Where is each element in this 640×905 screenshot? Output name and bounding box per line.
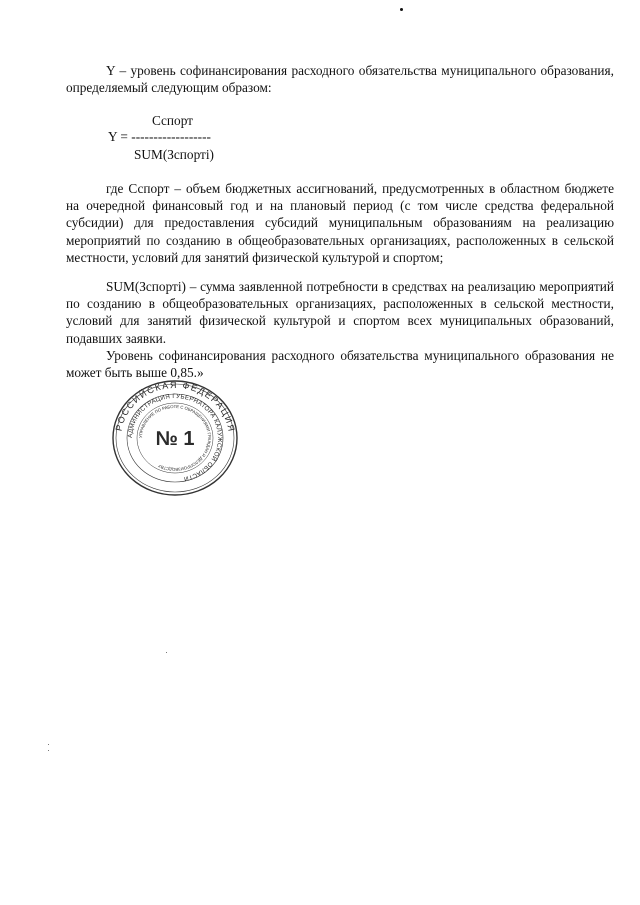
seal-middle-text: АДМИНИСТРАЦИЯ ГУБЕРНАТОРА КАЛУЖСКОЙ ОБЛАСТИ — [126, 392, 224, 483]
formula-denominator: SUM(Зспортi) — [134, 147, 214, 162]
scan-speck — [48, 744, 49, 745]
scan-speck — [48, 750, 49, 751]
top-mark — [400, 8, 403, 11]
seal-inner-text: УПРАВЛЕНИЕ ПО РАБОТЕ С ОБРАЩЕНИЯМИ ГРАЖДАН И ДЕЛОПРОИЗВОДСТВУ — [137, 403, 213, 473]
formula-numerator: Сспорт — [152, 113, 193, 128]
paragraph-csport-definition: где Сспорт – объем бюджетных ассигнований, предусмотренных в областном бюджете на очередной финансовый год и на плановый период (с том числе средства федеральной субсидии) для предоставления субсидий муниципальным образованиям на реализацию мероприятий по созданию в общеобразовательных организациях, расположенных в сельской местности, условий для занятий физической культурой и спортом; — [66, 181, 614, 265]
formula-line — [108, 128, 211, 145]
seal-graphic — [110, 378, 240, 498]
seal-outer-text: РОССИЙСКАЯ ФЕДЕРАЦИЯ — [113, 379, 237, 434]
formula-bar: ------------------ — [131, 129, 211, 144]
official-seal — [110, 378, 240, 498]
paragraph-y-definition: Y – уровень софинансирования расходного обязательства муниципального образования, определяемый следующим образом: — [66, 63, 614, 96]
formula-lhs: Y = — [108, 129, 132, 144]
scan-speck — [166, 652, 167, 653]
seal-number: № 1 — [155, 428, 195, 450]
paragraph-sum-definition: SUM(Зспортi) – сумма заявленной потребности в средствах на реализацию мероприятий по созданию в общеобразовательных организациях, расположенных в сельской местности, условий для занятий физической культурой и спортом всех муниципальных образований, подавших заявки. — [66, 279, 614, 346]
paragraph-cofinancing-limit: Уровень софинансирования расходного обязательства муниципального образования не может быть выше 0,85.» — [66, 348, 614, 381]
